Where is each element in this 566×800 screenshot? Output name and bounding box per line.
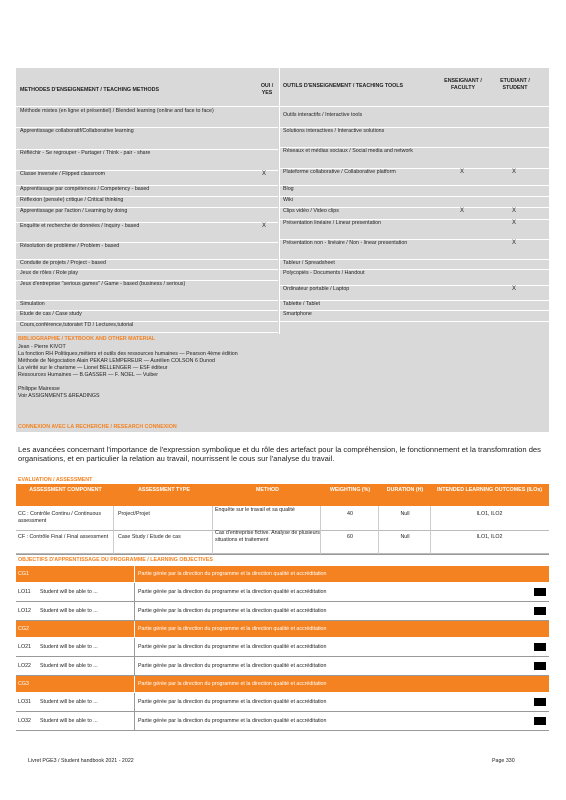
tool-label: Plateforme collaborative / Collaborative platform: [283, 169, 396, 175]
tool-student-mark: X: [512, 208, 517, 214]
objective-item-desc: Partie gérée par la direction du programme et la direction qualité et accréditation: [138, 699, 327, 705]
evaluation-cell: Enquête sur le travail et sa qualité: [215, 507, 295, 513]
method-label: Résolution de problème / Problem - based: [20, 243, 120, 249]
bibliography-line: Jean - Pierre KIVOT: [18, 344, 66, 350]
objective-group-code: CG1: [18, 571, 29, 577]
method-yes-mark: X: [262, 223, 267, 229]
method-label: Méthode mixtes (en ligne et présentiel) / Blended learning (online and face to face): [20, 108, 214, 114]
tool-student-mark: X: [512, 240, 517, 246]
objective-item-desc: Partie gérée par la direction du programme et la direction qualité et accréditation: [138, 608, 327, 614]
bibliography-line: Philippe Mairesse: [18, 386, 60, 392]
column-divider: [134, 602, 135, 620]
method-label: Cours,conférence,tutoratet TD / Lectures,tutorial: [20, 322, 134, 328]
column-divider: [378, 506, 379, 554]
objective-group-code: CG3: [18, 681, 29, 687]
objective-marker: [534, 717, 546, 725]
column-divider: [134, 712, 135, 730]
objectives-title: OBJECTIFS D'APPRENTISSAGE DU PROGRAMME / LEARNING OBJECTIVES: [18, 557, 213, 563]
method-label: Enquête et recherche de données / Inquiry - based: [20, 223, 140, 229]
row-divider: [16, 332, 278, 333]
bibliography-title: BIBLIOGRAPHIE / TEXTBOOK AND OTHER MATERIAL: [18, 336, 156, 342]
evaluation-title: EVALUATION / ASSESSMENT: [18, 477, 93, 483]
evaluation-header: ASSESSMENT TYPE: [138, 487, 190, 493]
objective-item-desc: Partie gérée par la direction du programme et la direction qualité et accréditation: [138, 663, 327, 669]
method-yes-mark: X: [262, 171, 267, 177]
column-divider: [134, 676, 135, 692]
objective-marker: [534, 607, 546, 615]
evaluation-cell: Null: [400, 511, 410, 517]
objective-item-desc: Partie gérée par la direction du programme et la direction qualité et accréditation: [138, 718, 327, 724]
objective-item-text: Student will be able to ...: [40, 699, 98, 705]
evaluation-cell: 60: [347, 534, 353, 540]
tool-student-mark: X: [512, 169, 517, 175]
research-text: Les avancées concernant l'importance de l'expression symbolique et du rôle des artefact pour la compréhension, le fonctionnement et la transfomration des organisations, et en particulier la relation au travail, nourrissent le cous sur l'analyse du travail.: [18, 445, 541, 463]
column-divider: [430, 506, 431, 554]
footer-page: Page 330: [492, 758, 515, 764]
evaluation-header: WEIGHTING (%): [329, 487, 371, 493]
tool-label: Tablette / Tablet: [283, 301, 321, 307]
research-title: CONNEXION AVEC LA RECHERCHE / RESEARCH CONNEXION: [18, 424, 177, 430]
objective-group-code: CG2: [18, 626, 29, 632]
evaluation-cell: Case Study / Etude de cas: [118, 534, 181, 540]
column-divider: [134, 566, 135, 582]
bibliography-line: Ressources Humaines — B.GASSER — F. NOEL — Vuiber: [18, 372, 159, 378]
method-label: Classe inversée / Flipped classroom: [20, 171, 106, 177]
footer-handbook: Livret PGE3 / Student handbook 2021 - 2022: [28, 758, 134, 764]
method-label: Apprentissage collaboratif/Collaborative learning: [20, 128, 134, 134]
column-divider: [134, 583, 135, 601]
evaluation-cell: ILO1, ILO2: [476, 534, 503, 540]
evaluation-cell: CF : Contrôle Final / Final assessment: [18, 534, 109, 540]
method-label: Jeux d'entreprise "serious games" / Game - based (business / serious): [20, 281, 186, 287]
row-divider: [280, 321, 549, 322]
row-divider: [16, 553, 549, 554]
tool-student-mark: X: [512, 220, 517, 226]
objective-item-text: Student will be able to ...: [40, 589, 98, 595]
method-label: Simulation: [20, 301, 45, 307]
method-label: Apprentissage par compétences / Competency - based: [20, 186, 150, 192]
column-divider: [113, 506, 114, 554]
header-yes: OUI / YES: [260, 83, 274, 96]
objective-item-desc: Partie gérée par la direction du programme et la direction qualité et accréditation: [138, 589, 327, 595]
tool-label: Smartphone: [283, 311, 312, 317]
objective-marker: [534, 643, 546, 651]
tool-label: Wiki: [283, 197, 294, 203]
evaluation-cell: Cas d'entreprise fictive. Analyse de plusieurs situations et traitement: [215, 530, 320, 543]
objective-item-text: Student will be able to ...: [40, 644, 98, 650]
bibliography-line: Méthode de Négociation Alain PEKAR LEMPEREUR — Aurélien COLSON 6 Dunod: [18, 358, 215, 364]
method-label: Conduite de projets / Project - based: [20, 260, 106, 266]
tool-label: Tableur / Spreadsheet: [283, 260, 335, 266]
evaluation-cell: Project/Projet: [118, 511, 150, 517]
tool-label: Réseaux et médias sociaux / Social media and network: [283, 148, 413, 154]
objective-group-text: Partie gérée par la direction du programme et la direction qualité et accréditation: [138, 626, 327, 632]
tool-faculty-mark: X: [460, 169, 465, 175]
objective-marker: [534, 662, 546, 670]
column-divider: [134, 638, 135, 656]
objective-item-code: LO31: [18, 699, 31, 705]
evaluation-cell: Null: [400, 534, 410, 540]
column-divider: [212, 506, 213, 554]
objective-item-code: LO22: [18, 663, 31, 669]
method-label: Jeux de rôles / Role play: [20, 270, 79, 276]
tool-label: Solutions interactives / Interactive solutions: [283, 128, 385, 134]
evaluation-cell: CC : Contrôle Continu / Continuous assessment: [18, 511, 102, 524]
column-divider: [279, 68, 280, 334]
header-student: ETUDIANT / STUDENT: [500, 78, 530, 91]
tool-label: Outils interactifs / Interactive tools: [283, 112, 363, 118]
column-divider: [134, 693, 135, 711]
objective-marker: [534, 698, 546, 706]
evaluation-header: METHOD: [256, 487, 279, 493]
header-tools: OUTILS D'ENSEIGNEMENT / TEACHING TOOLS: [283, 83, 404, 89]
objective-item-code: LO12: [18, 608, 31, 614]
bibliography-line: La fonction RH Politiques,métiers et outils des ressources humaines — Pearson 4ème édition: [18, 351, 238, 357]
method-label: Réflexion (pensée) critique / Critical thinking: [20, 197, 124, 203]
objective-group-text: Partie gérée par la direction du programme et la direction qualité et accréditation: [138, 571, 327, 577]
tool-label: Présentation linéaire / Linear presentation: [283, 220, 382, 226]
header-methods: METHODES D'ENSEIGNEMENT / TEACHING METHODS: [20, 87, 159, 93]
objective-item-text: Student will be able to ...: [40, 663, 98, 669]
objective-item-code: LO11: [18, 589, 31, 595]
evaluation-header: DURATION (H): [386, 487, 424, 493]
evaluation-header: ASSESSMENT COMPONENT: [29, 487, 102, 493]
tool-faculty-mark: X: [460, 208, 465, 214]
objective-group-text: Partie gérée par la direction du programme et la direction qualité et accréditation: [138, 681, 327, 687]
evaluation-cell: ILO1, ILO2: [476, 511, 503, 517]
bibliography-line: La vérité sur le charisme — Lionel BELLENGER — ESF éditeur: [18, 365, 168, 371]
evaluation-cell: 40: [347, 511, 353, 517]
tool-label: Présentation non - linéaire / Non - linear presentation: [283, 240, 408, 246]
tool-label: Blog: [283, 186, 294, 192]
column-divider: [134, 657, 135, 675]
objective-item-code: LO21: [18, 644, 31, 650]
objective-item-desc: Partie gérée par la direction du programme et la direction qualité et accréditation: [138, 644, 327, 650]
bibliography-block: [16, 334, 549, 432]
tool-label: Clips vidéo / Video clips: [283, 208, 339, 214]
objective-item-text: Student will be able to ...: [40, 718, 98, 724]
tool-label: Ordinateur portable / Laptop: [283, 286, 350, 292]
bibliography-line: Voir ASSIGNMENTS &READINGS: [18, 393, 100, 399]
method-label: Réfléchir - Se regrouper - Partager / Think - pair - share: [20, 150, 151, 156]
method-label: Etude de cas / Case study: [20, 311, 82, 317]
evaluation-header: INTENDED LEARNING OUTCOMES (ILOs): [436, 487, 543, 493]
column-divider: [320, 506, 321, 554]
column-divider: [134, 621, 135, 637]
tool-student-mark: X: [512, 286, 517, 292]
objective-item-code: LO32: [18, 718, 31, 724]
objective-marker: [534, 588, 546, 596]
tool-label: Polycopiés - Documents / Handout: [283, 270, 365, 276]
method-label: Apprentissage par l'action / Learning by doing: [20, 208, 128, 214]
objective-item-text: Student will be able to ...: [40, 608, 98, 614]
header-faculty: ENSEIGNANT / FACULTY: [444, 78, 482, 91]
